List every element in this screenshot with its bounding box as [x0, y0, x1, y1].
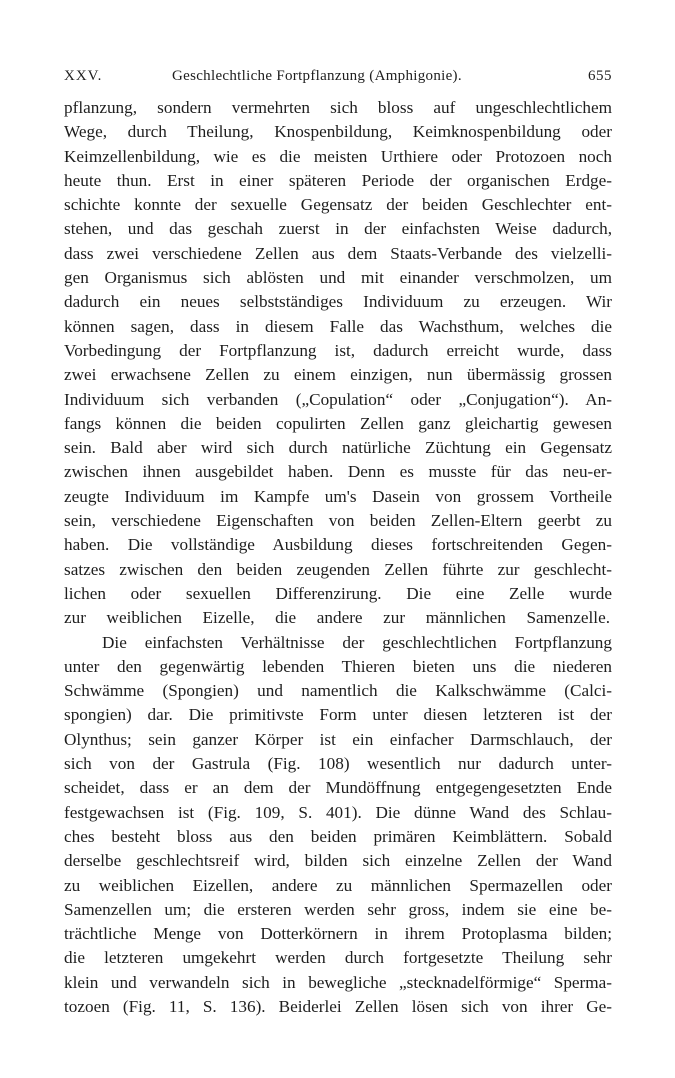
text-line: zwei erwachsene Zellen zu einem einzigen, nun übermässig grossen	[64, 365, 612, 385]
text-line: dadurch ein neues selbstständiges Individuum zu erzeugen. Wir	[64, 292, 612, 312]
text-line: Vorbedingung der Fortpflanzung ist, dadurch erreicht wurde, dass	[64, 340, 612, 360]
text-line: festgewachsen ist (Fig. 109, S. 401). Die dünne Wand des Schlau-	[64, 802, 612, 822]
text-line: spongien) dar. Die primitivste Form unter diesen letzteren ist der	[64, 705, 612, 725]
text-line: heute thun. Erst in einer späteren Periode der organischen Erdge-	[64, 170, 612, 190]
text-line: trächtliche Menge von Dotterkörnern in ihrem Protoplasma bilden;	[64, 924, 612, 944]
text-line: dass zwei verschiedene Zellen aus dem Staats-Verbande des vielzelli-	[64, 243, 612, 263]
text-line: Keimzellenbildung, wie es die meisten Urthiere oder Protozoen noch	[64, 146, 612, 166]
text-line: satzes zwischen den beiden zeugenden Zellen führte zur geschlecht-	[64, 559, 612, 579]
text-line: die letzteren umgekehrt werden durch fortgesetzte Theilung sehr	[64, 948, 612, 968]
text-line: fangs können die beiden copulirten Zellen ganz gleichartig gewesen	[64, 413, 612, 433]
body-text	[64, 96, 612, 1019]
text-line: Individuum sich verbanden („Copulation“ oder „Conjugation“). An-	[64, 389, 612, 409]
text-line: tozoen (Fig. 11, S. 136). Beiderlei Zellen lösen sich von ihrer Ge-	[64, 996, 612, 1016]
running-title: Geschlechtliche Fortpflanzung (Amphigonie).	[172, 68, 462, 84]
text-line: haben. Die vollständige Ausbildung dieses fortschreitenden Gegen-	[64, 535, 612, 555]
text-line: unter den gegenwärtig lebenden Thieren bieten uns die niederen	[64, 656, 612, 676]
text-line: sein. Bald aber wird sich durch natürliche Züchtung ein Gegensatz	[64, 438, 612, 458]
text-line: Die einfachsten Verhältnisse der geschlechtlichen Fortpflanzung	[102, 632, 612, 652]
text-line: schichte konnte der sexuelle Gegensatz der beiden Geschlechter ent-	[64, 195, 612, 215]
text-line: sich von der Gastrula (Fig. 108) wesentlich nur dadurch unter-	[64, 754, 612, 774]
text-line: zu weiblichen Eizellen, andere zu männlichen Spermazellen oder	[64, 875, 612, 895]
text-line: klein und verwandeln sich in bewegliche „stecknadelförmige“ Sperma-	[64, 972, 612, 992]
text-line: ches besteht bloss aus den beiden primären Keimblättern. Sobald	[64, 826, 612, 846]
text-line: Samenzellen um; die ersteren werden sehr gross, indem sie eine be-	[64, 899, 612, 919]
text-line: stehen, und das geschah zuerst in der einfachsten Weise dadurch,	[64, 219, 612, 239]
text-line: sein, verschiedene Eigenschaften von beiden Zellen-Eltern geerbt zu	[64, 511, 612, 531]
text-line: können sagen, dass in diesem Falle das Wachsthum, welches die	[64, 316, 612, 336]
text-line: scheidet, dass er an dem der Mundöffnung entgegengesetzten Ende	[64, 778, 612, 798]
page-number: 655	[588, 68, 612, 84]
text-line: Schwämme (Spongien) und namentlich die Kalkschwämme (Calci-	[64, 681, 612, 701]
text-line: pflanzung, sondern vermehrten sich bloss auf ungeschlechtlichem	[64, 98, 612, 117]
chapter-number: XXV.	[64, 68, 103, 84]
text-line: lichen oder sexuellen Differenzirung. Die eine Zelle wurde	[64, 583, 612, 603]
text-line: Wege, durch Theilung, Knospenbildung, Keimknospenbildung oder	[64, 122, 612, 142]
text-line: zur weiblichen Eizelle, die andere zur männlichen Samenzelle.	[64, 608, 610, 628]
paragraph-1	[64, 96, 612, 631]
text-line: Olynthus; sein ganzer Körper ist ein einfacher Darmschlauch, der	[64, 729, 612, 749]
text-line: zeugte Individuum im Kampfe um's Dasein von grossem Vortheile	[64, 486, 612, 506]
text-line: gen Organismus sich ablösten und mit einander verschmolzen, um	[64, 268, 612, 288]
text-line: derselbe geschlechtsreif wird, bilden sich einzelne Zellen der Wand	[64, 851, 612, 871]
text-line: zwischen ihnen ausgebildet haben. Denn es musste für das neu-er-	[64, 462, 612, 482]
running-head	[64, 68, 612, 90]
paragraph-2	[64, 631, 612, 1020]
